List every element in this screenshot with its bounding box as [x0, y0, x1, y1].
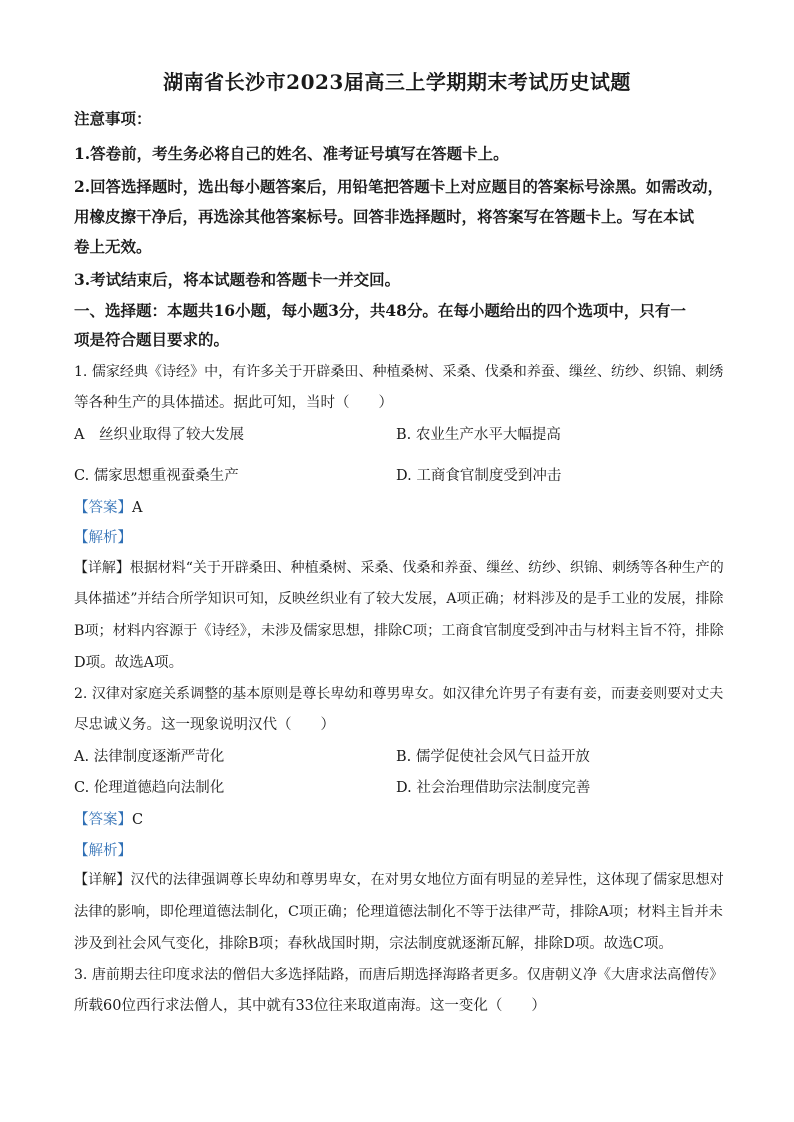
q1-answer — [74, 496, 724, 517]
q1-option-b: B. 农业生产水平大幅提高 — [396, 427, 561, 443]
q2-answer — [74, 808, 724, 829]
q2-analysis-label: 【解析】 — [74, 843, 132, 859]
q1-detail-line: 具体描述”并结合所学知识可知，反映丝织业有了较大发展，A项正确；材料涉及的是手工业的发展，排除 — [74, 591, 724, 607]
section-heading: 项是符合题目要求的。 — [74, 330, 230, 349]
detail-label: 【详解】 — [74, 560, 130, 576]
question-3-stem: 3. 唐前期去往印度求法的僧侣大多选择陆路，而唐后期选择海路者更多。仅唐朝义净《大唐求法高僧传》 — [74, 967, 724, 983]
question-2-stem: 尽忠诚义务。这一现象说明汉代（ ） — [74, 717, 335, 733]
q2-option-c: C. 伦理道德趋向法制化 — [74, 780, 225, 796]
q1-detail-line: B项；材料内容源于《诗经》，未涉及儒家思想，排除C项；工商食官制度受到冲击与材料主旨不符，排除 — [74, 623, 724, 639]
answer-value: C — [132, 812, 144, 828]
detail-text: 汉代的法律强调尊长卑幼和尊男卑女，在对男女地位方面有明显的差异性，这体现了儒家思想对 — [130, 872, 724, 888]
q2-detail-line: 法律的影响，即伦理道德法制化，C项正确；伦理道德法制化不等于法律严苛，排除A项；材料主旨并未 — [74, 904, 723, 920]
q1-option-d: D. 工商食官制度受到冲击 — [396, 468, 562, 484]
notice-line: 2.回答选择题时，选出每小题答案后，用铅笔把答题卡上对应题目的答案标号涂黑。如需改动， — [74, 177, 724, 196]
q2-option-b: B. 儒学促使社会风气日益开放 — [396, 749, 590, 765]
detail-text: 根据材料“关于开辟桑田、种植桑树、采桑、伐桑和养蚕、缫丝、纺纱、织锦、刺绣等各种生产的 — [129, 560, 724, 576]
q2-option-a: A. 法律制度逐渐严苛化 — [74, 749, 225, 765]
notice-line: 3.考试结束后，将本试题卷和答题卡一并交回。 — [74, 270, 401, 289]
q1-detail-line: D项。故选A项。 — [74, 655, 184, 671]
q1-analysis-label: 【解析】 — [74, 530, 132, 546]
q2-detail — [74, 869, 724, 889]
exam-title: 湖南省长沙市2023届高三上学期期末考试历史试题 — [163, 70, 631, 94]
answer-label: 【答案】 — [74, 500, 132, 516]
detail-label: 【详解】 — [74, 872, 131, 888]
answer-label: 【答案】 — [74, 812, 132, 828]
question-3-stem: 所载60位西行求法僧人，其中就有33位往来取道南海。这一变化（ ） — [74, 998, 546, 1014]
q1-detail — [74, 556, 724, 576]
question-2-stem: 2. 汉律对家庭关系调整的基本原则是尊长卑幼和尊男卑女。如汉律允许男子有妻有妾，而妻妾则要对丈夫 — [74, 686, 724, 702]
answer-value: A — [132, 500, 143, 516]
question-1-stem: 等各种生产的具体描述。据此可知，当时（ ） — [74, 395, 393, 411]
q2-detail-line: 涉及到社会风气变化，排除B项；春秋战国时期，宗法制度就逐渐瓦解，排除D项。故选C项。 — [74, 936, 673, 952]
section-heading: 一、选择题：本题共16小题，每小题3分，共48分。在每小题给出的四个选项中，只有一 — [74, 301, 686, 320]
q2-option-d: D. 社会治理借助宗法制度完善 — [396, 780, 591, 796]
notice-line: 卷上无效。 — [74, 237, 152, 256]
notice-line: 用橡皮擦干净后，再选涂其他答案标号。回答非选择题时，将答案写在答题卡上。写在本试 — [74, 207, 695, 226]
notice-line: 1.答卷前，考生务必将自己的姓名、准考证号填写在答题卡上。 — [74, 144, 509, 163]
notice-heading: 注意事项： — [74, 109, 152, 128]
question-1-stem: 1. 儒家经典《诗经》中，有许多关于开辟桑田、种植桑树、采桑、伐桑和养蚕、缫丝、纺纱、织锦、刺绣 — [74, 364, 724, 380]
q1-option-c: C. 儒家思想重视蚕桑生产 — [74, 468, 239, 484]
q1-option-a: A 丝织业取得了较大发展 — [74, 427, 244, 443]
